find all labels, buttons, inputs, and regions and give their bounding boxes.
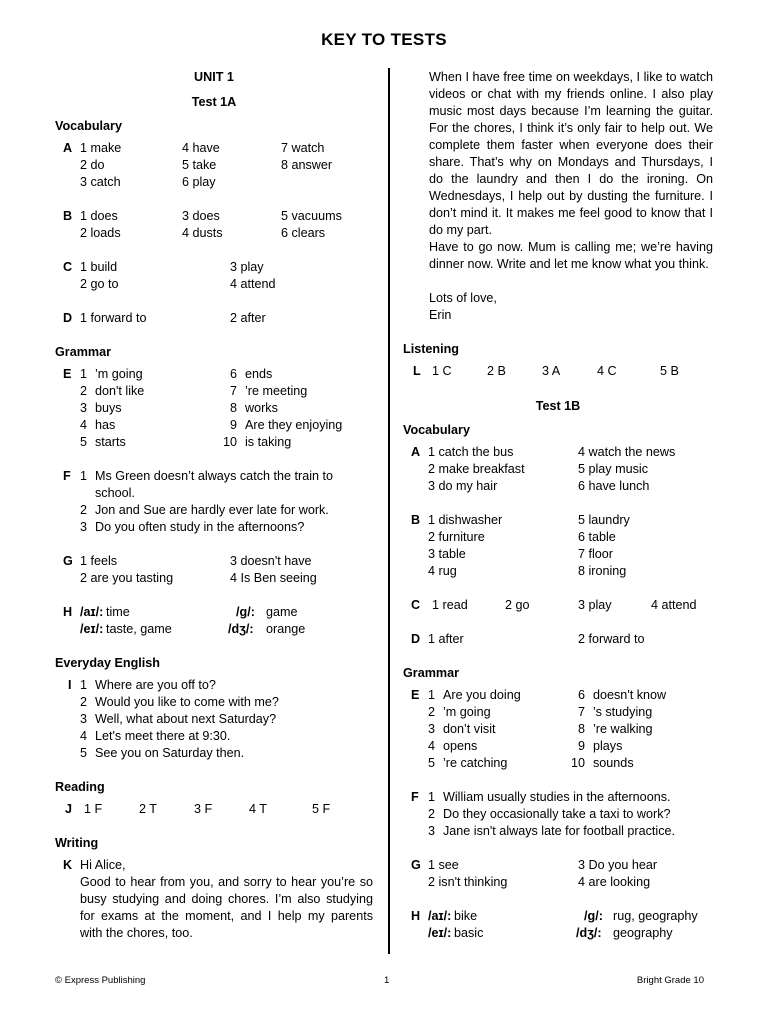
answer-item: 1 C: [432, 364, 452, 378]
answer-text: opens: [443, 739, 478, 753]
answer-item: 4 dusts: [182, 226, 223, 240]
answer-item: 1 F: [84, 802, 103, 816]
item-number: 3: [428, 824, 436, 838]
exercise-h-letter: H: [411, 909, 421, 923]
answer-item: 1 forward to: [80, 311, 147, 325]
answer-item: 8 answer: [281, 158, 333, 172]
item-number: 4: [80, 418, 88, 432]
item-number: 3: [80, 401, 88, 415]
letter-paragraph: When I have free time on weekdays, I like to watch videos or chat with my friends online. I also play music most days because I’m learning the guitar. For the chores, I think it’s only fair to help out. We complete them faster when everyone does their share. That’s why on Mondays and Thursdays, I do the laundry and then I do the ironing. On Wednesdays, I help out by dusting the furniture. I don’t mind it. It makes me feel good to know that I do my part.: [429, 70, 713, 237]
exercise-j-letter: J: [65, 802, 73, 816]
letter-paragraph: Have to go now. Mum is calling me; we’re having dinner now. Write and let me know what you think.: [429, 240, 713, 271]
grammar-heading-1b: Grammar: [403, 666, 460, 680]
answer-item: 5 B: [660, 364, 679, 378]
answer-text: plays: [593, 739, 623, 753]
answer-item: 2 B: [487, 364, 506, 378]
exercise-f-letter: F: [63, 469, 71, 483]
answer-item: 1 does: [80, 209, 118, 223]
test-1b-heading: Test 1B: [535, 399, 581, 413]
grammar-heading-1a: Grammar: [55, 345, 112, 359]
answer-text: Jane isn't always late for football practice.: [443, 824, 676, 838]
phonetic-words: geography: [613, 926, 673, 940]
answer-item: 2 isn't thinking: [428, 875, 508, 889]
answer-item: 5 take: [182, 158, 217, 172]
answer-text: ends: [245, 367, 273, 381]
page-title: KEY TO TESTS: [321, 30, 447, 49]
answer-item: 3 play: [230, 260, 264, 274]
unit-heading: UNIT 1: [194, 70, 234, 84]
exercise-g-letter: G: [63, 554, 73, 568]
phonetic-symbol: /g/:: [584, 909, 603, 923]
answer-item: 3 Do you hear: [578, 858, 658, 872]
answer-item: 6 table: [578, 530, 616, 544]
exercise-k-letter: K: [63, 858, 73, 872]
answer-item: 4 watch the news: [578, 445, 676, 459]
answer-text: buys: [95, 401, 122, 415]
answer-item: 3 catch: [80, 175, 121, 189]
item-number: 4: [428, 739, 436, 753]
answer-item: 3 do my hair: [428, 479, 498, 493]
item-number: 5: [80, 746, 88, 760]
item-number: 1: [80, 678, 88, 692]
phonetic-words: game: [266, 605, 298, 619]
answer-item: 8 ironing: [578, 564, 627, 578]
answer-item: 3 table: [428, 547, 466, 561]
answer-text: Do you often study in the afternoons?: [95, 520, 305, 534]
item-number: 4: [80, 729, 88, 743]
answer-item: 2 forward to: [578, 632, 645, 646]
phonetic-symbol: /aɪ/:: [428, 909, 452, 923]
item-number: 7: [578, 705, 586, 719]
item-number: 6: [578, 688, 586, 702]
answer-text: doesn't know: [593, 688, 667, 702]
item-number: 7: [230, 384, 238, 398]
answer-item: 3 does: [182, 209, 220, 223]
answer-item: 2 after: [230, 311, 266, 325]
test-1a-heading: Test 1A: [191, 95, 237, 109]
letter-signature: Erin: [429, 308, 452, 322]
answer-text: ’m going: [95, 367, 143, 381]
exercise-i-letter: I: [68, 678, 72, 692]
answer-text: Do they occasionally take a taxi to work?: [443, 807, 671, 821]
exercise-l-letter: L: [413, 364, 421, 378]
answer-text: Jon and Sue are hardly ever late for work.: [95, 503, 329, 517]
answer-text: ’re catching: [443, 756, 508, 770]
item-number: 3: [80, 712, 88, 726]
item-number: 1: [80, 469, 88, 483]
answer-item: 5 vacuums: [281, 209, 342, 223]
item-number: 9: [230, 418, 238, 432]
answer-item: 3 doesn't have: [230, 554, 312, 568]
item-number: 8: [578, 722, 586, 736]
exercise-b-letter: B: [411, 513, 421, 527]
answer-text: Let's meet there at 9:30.: [95, 729, 231, 743]
answer-text: See you on Saturday then.: [95, 746, 245, 760]
phonetic-words: orange: [266, 622, 306, 636]
answer-text: Are they enjoying: [245, 418, 343, 432]
answer-text: ’m going: [443, 705, 491, 719]
letter-greeting: Hi Alice,: [80, 858, 126, 872]
item-number: 10: [223, 435, 238, 449]
item-number: 3: [428, 722, 436, 736]
phonetic-symbol: /aɪ/:: [80, 605, 104, 619]
vocabulary-heading-1b: Vocabulary: [403, 423, 470, 437]
phonetic-words: time: [106, 605, 130, 619]
answer-item: 2 T: [139, 802, 157, 816]
everyday-english-heading: Everyday English: [55, 656, 160, 670]
item-number: 1: [80, 367, 88, 381]
answer-item: 5 F: [312, 802, 331, 816]
item-number: 10: [571, 756, 586, 770]
right-column: [389, 0, 768, 960]
answer-item: 4 are looking: [578, 875, 651, 889]
exercise-g-letter: G: [411, 858, 421, 872]
answer-item: 4 attend: [230, 277, 276, 291]
exercise-c-letter: C: [63, 260, 73, 274]
answer-text: don't like: [95, 384, 145, 398]
phonetic-symbol: /g/:: [236, 605, 255, 619]
item-number: 2: [80, 503, 88, 517]
answer-item: 6 have lunch: [578, 479, 650, 493]
answer-text: Well, what about next Saturday?: [95, 712, 277, 726]
letter-closing: Lots of love,: [429, 291, 497, 305]
answer-item: 1 after: [428, 632, 464, 646]
answer-text: Are you doing: [443, 688, 521, 702]
item-number: 2: [80, 384, 88, 398]
item-number: 1: [428, 790, 436, 804]
answer-item: 1 build: [80, 260, 118, 274]
answer-item: 1 catch the bus: [428, 445, 514, 459]
left-column: [0, 0, 388, 960]
answer-item: 1 feels: [80, 554, 118, 568]
answer-text: don’t visit: [443, 722, 496, 736]
answer-text: ’re walking: [593, 722, 653, 736]
answer-item: 2 make breakfast: [428, 462, 525, 476]
item-number: 1: [428, 688, 436, 702]
phonetic-symbol: /dʒ/:: [228, 622, 254, 636]
item-number: 5: [80, 435, 88, 449]
answer-item: 3 A: [542, 364, 561, 378]
listening-heading: Listening: [403, 342, 459, 356]
answer-item: 1 make: [80, 141, 122, 155]
answer-text: Ms Green doesn’t always catch the train to: [95, 469, 333, 483]
answer-item: 7 floor: [578, 547, 614, 561]
answer-item: 7 watch: [281, 141, 325, 155]
footer-book-title: Bright Grade 10: [636, 975, 704, 986]
answer-item: 2 furniture: [428, 530, 485, 544]
answer-text: ’s studying: [593, 705, 653, 719]
exercise-e-letter: E: [63, 367, 72, 381]
item-number: 3: [80, 520, 88, 534]
answer-item: 2 do: [80, 158, 105, 172]
answer-item: 4 rug: [428, 564, 457, 578]
footer-page-number: 1: [384, 975, 390, 986]
answer-item: 4 have: [182, 141, 220, 155]
answer-item: 4 attend: [651, 598, 697, 612]
answer-item: 1 see: [428, 858, 459, 872]
answer-item: 2 go: [505, 598, 530, 612]
answer-item: 4 C: [597, 364, 617, 378]
exercise-a-letter: A: [63, 141, 73, 155]
exercise-f-letter: F: [411, 790, 419, 804]
answer-item: 2 go to: [80, 277, 119, 291]
answer-item: 2 loads: [80, 226, 121, 240]
item-number: 9: [578, 739, 586, 753]
answer-text: is taking: [245, 435, 292, 449]
phonetic-symbol: /eɪ/:: [428, 926, 452, 940]
answer-text: works: [245, 401, 278, 415]
vocabulary-heading-1a: Vocabulary: [55, 119, 122, 133]
answer-item: 1 dishwasher: [428, 513, 503, 527]
answer-text: ’re meeting: [245, 384, 308, 398]
phonetic-symbol: /eɪ/:: [80, 622, 104, 636]
answer-item: 6 clears: [281, 226, 326, 240]
answer-text: Where are you off to?: [95, 678, 216, 692]
answer-text: has: [95, 418, 116, 432]
exercise-h-letter: H: [63, 605, 73, 619]
exercise-e-letter: E: [411, 688, 420, 702]
exercise-d-letter: D: [411, 632, 421, 646]
answer-text: Would you like to come with me?: [95, 695, 279, 709]
phonetic-words: rug, geography: [613, 909, 698, 923]
exercise-a-letter: A: [411, 445, 421, 459]
item-number: 2: [428, 705, 436, 719]
exercise-b-letter: B: [63, 209, 73, 223]
phonetic-words: basic: [454, 926, 484, 940]
reading-heading: Reading: [55, 780, 105, 794]
answer-item: 6 play: [182, 175, 216, 189]
answer-item: 5 laundry: [578, 513, 630, 527]
item-number: 6: [230, 367, 238, 381]
answer-text: sounds: [593, 756, 634, 770]
item-number: 8: [230, 401, 238, 415]
phonetic-symbol: /dʒ/:: [576, 926, 602, 940]
footer-publisher: © Express Publishing: [55, 975, 146, 986]
exercise-d-letter: D: [63, 311, 73, 325]
item-number: 2: [80, 695, 88, 709]
answer-text: William usually studies in the afternoons.: [443, 790, 671, 804]
item-number: 5: [428, 756, 436, 770]
item-number: 2: [428, 807, 436, 821]
answer-item: 4 Is Ben seeing: [230, 571, 317, 585]
answer-item: 4 T: [249, 802, 267, 816]
exercise-c-letter: C: [411, 598, 421, 612]
answer-text: starts: [95, 435, 126, 449]
answer-item: 3 F: [194, 802, 213, 816]
answer-item: 5 play music: [578, 462, 648, 476]
answer-item: 1 read: [432, 598, 468, 612]
phonetic-words: bike: [454, 909, 478, 923]
phonetic-words: taste, game: [106, 622, 172, 636]
answer-text: school.: [95, 486, 135, 500]
letter-paragraph: Good to hear from you, and sorry to hear you’re so busy studying and doing chores. I’m also studying for exams at the moment, and I help my parents with the chores, too.: [80, 875, 373, 940]
answer-item: 2 are you tasting: [80, 571, 174, 585]
answer-item: 3 play: [578, 598, 612, 612]
writing-heading: Writing: [55, 836, 99, 850]
